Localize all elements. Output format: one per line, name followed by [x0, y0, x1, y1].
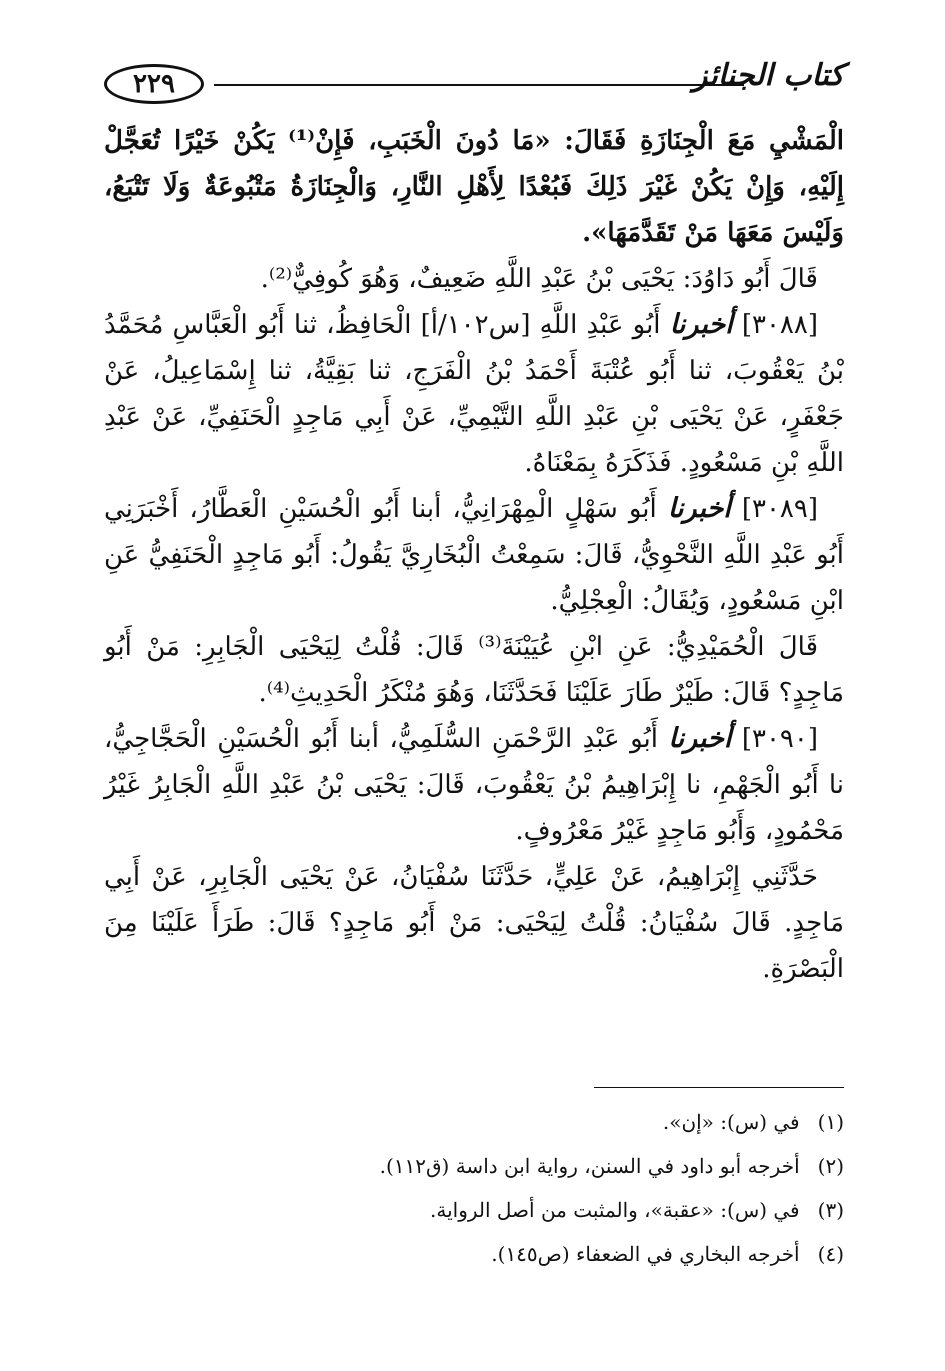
hadith-3088	[104, 302, 844, 486]
footnote-1	[104, 1100, 844, 1144]
book-title: كتاب الجنائز	[692, 58, 844, 93]
footnote-number: (٤)	[817, 1242, 844, 1266]
footnote-4	[104, 1232, 844, 1276]
footnote-text: أخرجه البخاري في الضعفاء (ص١٤٥).	[491, 1242, 800, 1266]
page-header	[104, 58, 844, 114]
paragraph-continuation: الْمَشْيِ مَعَ الْجِنَازَةِ فَقَالَ: «مَا دُونَ الْخَبَبِ، فَإِنْ⁽¹⁾ يَكُنْ خَيْرًا تُعَجَّلْ إِلَيْهِ، وَإِنْ يَكُنْ غَيْرَ ذَلِكَ فَبُعْدًا لِأَهْلِ النَّارِ، وَالْجِنَازَةُ مَتْبُوعَةٌ وَلَا تَتْبَعُ، وَلَيْسَ مَعَهَا مَنْ تَقَدَّمَهَا».	[104, 126, 845, 248]
hadith-text: أَبُو عَبْدِ اللَّهِ [س١٠٢/أ] الْحَافِظُ، ثنا أَبُو الْعَبَّاسِ مُحَمَّدُ بْنُ يَعْقُوبَ، ثنا أَبُو عُتْبَةَ أَحْمَدُ بْنُ الْفَرَجِ، ثنا بَقِيَّةُ، ثنا إِسْمَاعِيلُ، عَنْ جَعْفَرٍ، عَنْ يَحْيَى بْنِ عَبْدِ اللَّهِ التَّيْمِيِّ، عَنْ أَبِي مَاجِدٍ الْحَنَفِيِّ، عَنْ عَبْدِ اللَّهِ بْنِ مَسْعُودٍ. فَذَكَرَهُ بِمَعْنَاهُ.	[104, 310, 844, 478]
paragraph-abu-dawud: قَالَ أَبُو دَاوُدَ: يَحْيَى بْنُ عَبْدِ اللَّهِ ضَعِيفٌ، وَهُوَ كُوفِيٌّ⁽²⁾.	[260, 264, 818, 294]
footnote-text: في (س): «إن».	[662, 1110, 800, 1134]
hadith-text: أَبُو سَهْلٍ الْمِهْرَانِيُّ، أبنا أَبُو الْحُسَيْنِ الْعَطَّارُ، أَخْبَرَنِي أَبُو عَبْدِ اللَّهِ النَّحْوِيُّ، قَالَ: سَمِعْتُ الْبُخَارِيَّ يَقُولُ: أَبُو مَاجِدٍ الْحَنَفِيُّ عَنِ ابْنِ مَسْعُودٍ، وَيُقَالُ: الْعِجْلِيُّ.	[104, 494, 844, 616]
hadith-number: [٣٠٨٨]	[741, 310, 818, 340]
hadith-number: [٣٠٩٠]	[741, 724, 819, 754]
akhbarana-marker: أخبرنا	[667, 493, 731, 524]
footnote-number: (١)	[817, 1110, 844, 1134]
hadith-text: أَبُو عَبْدِ الرَّحْمَنِ السُّلَمِيُّ، أبنا أَبُو الْحُسَيْنِ الْحَجَّاجِيُّ، نا أَبُو الْجَهْمِ، نا إِبْرَاهِيمُ بْنُ يَعْقُوبَ، قَالَ: يَحْيَى بْنُ عَبْدِ اللَّهِ الْجَابِرُ غَيْرُ مَحْمُودٍ، وَأَبُو مَاجِدٍ غَيْرُ مَعْرُوفٍ.	[104, 724, 844, 846]
paragraph-haddathani: حَدَّثَنِي إِبْرَاهِيمُ، عَنْ عَلِيٍّ، حَدَّثَنَا سُفْيَانُ، عَنْ يَحْيَى الْجَابِرِ، عَنْ أَبِي مَاجِدٍ. قَالَ سُفْيَانُ: قُلْتُ لِيَحْيَى: مَنْ أَبُو مَاجِدٍ؟ قَالَ: طَرَأَ عَلَيْنَا مِنَ الْبَصْرَةِ.	[104, 862, 844, 984]
page-number: ٢٢٩	[104, 64, 204, 104]
footnote-text: أخرجه أبو داود في السنن، رواية ابن داسة (ق١١٢).	[379, 1154, 800, 1178]
akhbarana-marker: أخبرنا	[668, 723, 732, 754]
footnote-2	[104, 1144, 844, 1188]
paragraph-humaydi: قَالَ الْحُمَيْدِيُّ: عَنِ ابْنِ عُيَيْنَةَ⁽³⁾ قَالَ: قُلْتُ لِيَحْيَى الْجَابِرِ: مَنْ أَبُو مَاجِدٍ؟ قَالَ: طَيْرٌ طَارَ عَلَيْنَا فَحَدَّثَنَا، وَهُوَ مُنْكَرُ الْحَدِيثِ⁽⁴⁾.	[104, 632, 844, 708]
main-text	[104, 118, 844, 992]
footnote-text: في (س): «عقبة»، والمثبت من أصل الرواية.	[430, 1198, 800, 1222]
footnote-number: (٢)	[817, 1154, 844, 1178]
hadith-number: [٣٠٨٩]	[741, 494, 819, 524]
footnote-separator	[594, 1087, 844, 1088]
footnote-3	[104, 1188, 844, 1232]
footnotes	[104, 1100, 844, 1276]
akhbarana-marker: أخبرنا	[669, 309, 733, 340]
hadith-3089	[104, 486, 844, 624]
header-rule	[214, 84, 744, 86]
hadith-3090	[104, 716, 844, 854]
footnote-number: (٣)	[817, 1198, 844, 1222]
